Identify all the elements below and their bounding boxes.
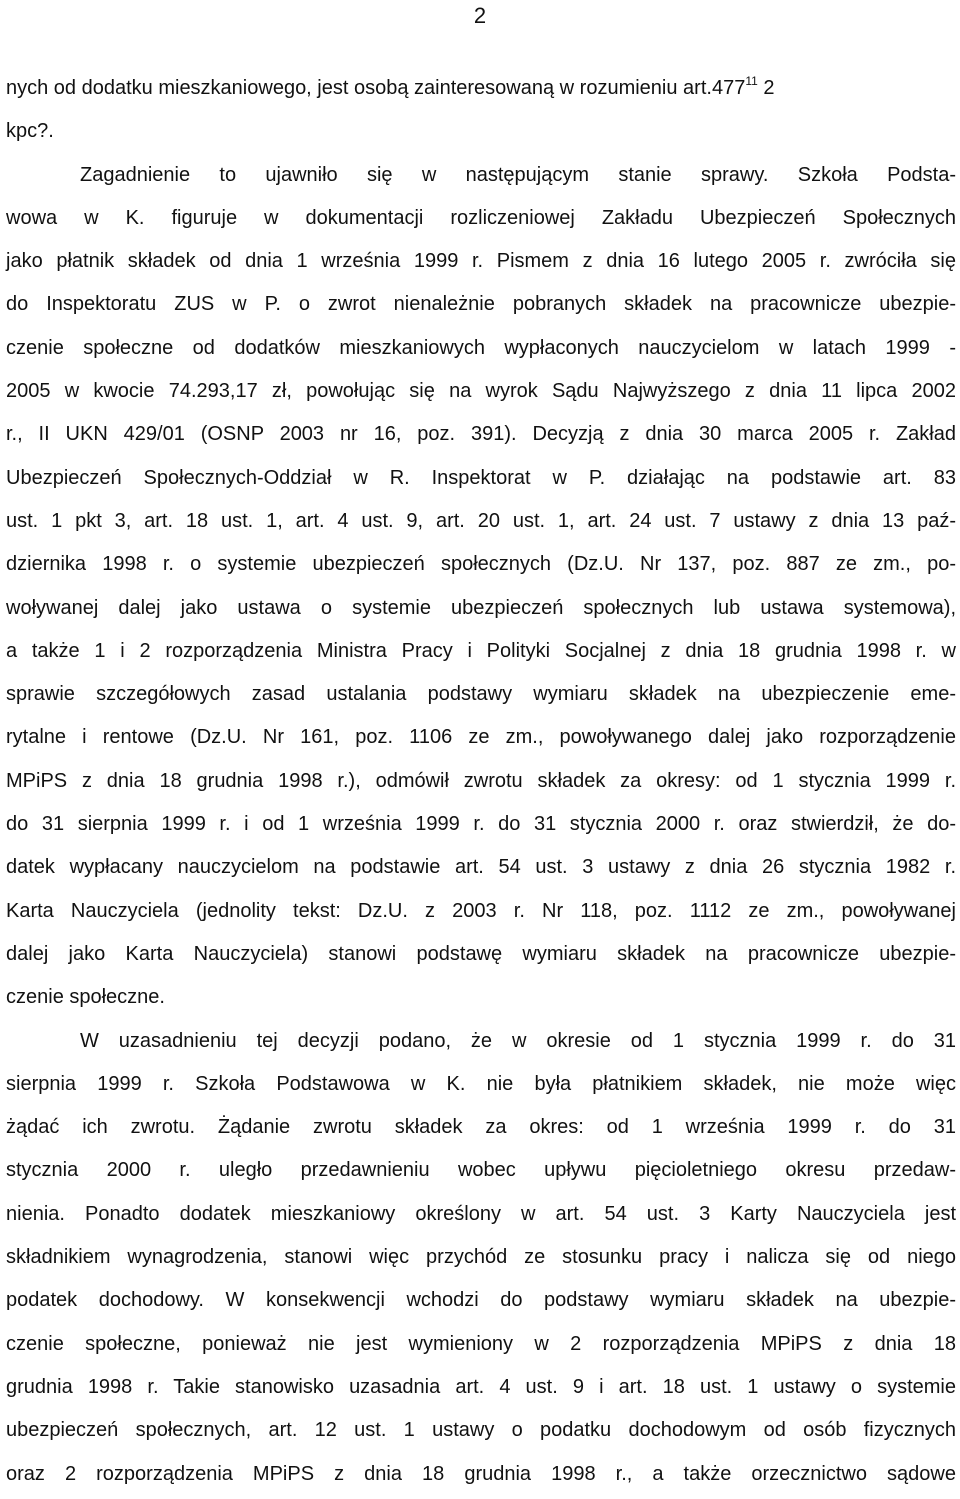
text-line-tail: 2 xyxy=(757,77,775,99)
text-line xyxy=(6,849,956,892)
text-line-content: stycznia 2000 r. uległo przedawnieniu wobec upływu pięcioletniego okresu przedaw- xyxy=(6,1159,956,1182)
text-line xyxy=(6,1023,956,1066)
text-line-content: W uzasadnieniu tej decyzji podano, że w okresie od 1 stycznia 1999 r. do 31 xyxy=(80,1029,956,1052)
text-line xyxy=(6,979,960,1022)
text-line-content: Zagadnienie to ujawniło się w następującym stanie sprawy. Szkoła Podsta- xyxy=(80,163,956,186)
text-line xyxy=(6,1369,956,1412)
text-line-content: woływanej dalej jako ustawa o systemie ubezpieczeń społecznych lub ustawa systemowa), xyxy=(6,596,956,619)
text-line-content: oraz 2 rozporządzenia MPiPS z dnia 18 grudnia 1998 r., a także orzecznictwo sądowe xyxy=(6,1462,956,1485)
text-line-content: dziernika 1998 r. o systemie ubezpieczeń społecznych (Dz.U. Nr 137, poz. 887 ze zm., po- xyxy=(6,553,956,576)
document-body xyxy=(6,70,960,1499)
text-line xyxy=(6,373,956,416)
text-line xyxy=(6,1282,956,1325)
text-line-content: rytalne i rentowe (Dz.U. Nr 161, poz. 1106 ze zm., powoływanego dalej jako rozporządzenie xyxy=(6,726,956,749)
text-line xyxy=(6,330,956,373)
text-line-content: podatek dochodowy. W konsekwencji wchodzi do podstawy wymiaru składek na ubezpie- xyxy=(6,1289,956,1312)
text-line xyxy=(6,590,956,633)
text-line-content: r., II UKN 429/01 (OSNP 2003 nr 16, poz. 391). Decyzją z dnia 30 marca 2005 r. Zakład xyxy=(6,423,956,446)
text-line xyxy=(6,286,956,329)
text-line-content: żądać ich zwrotu. Żądanie zwrotu składek za okres: od 1 września 1999 r. do 31 xyxy=(6,1116,956,1139)
text-line-content: Karta Nauczyciela (jednolity tekst: Dz.U. z 2003 r. Nr 118, poz. 1112 ze zm., powoływanej xyxy=(6,899,956,922)
text-line xyxy=(6,633,956,676)
text-line xyxy=(6,1109,956,1152)
text-line-content: do Inspektoratu ZUS w P. o zwrot nienależnie pobranych składek na pracownicze ubezpie- xyxy=(6,293,956,316)
text-line xyxy=(6,460,956,503)
text-line xyxy=(6,676,956,719)
text-line xyxy=(6,113,960,156)
text-line-content: nych od dodatku mieszkaniowego, jest osobą zainteresowaną w rozumieniu art.477 xyxy=(6,77,746,99)
text-line xyxy=(6,719,956,762)
text-line-content: kpc?. xyxy=(6,120,54,143)
text-line xyxy=(6,546,956,589)
text-line xyxy=(6,1152,956,1195)
text-line-content: Ubezpieczeń Społecznych-Oddział w R. Inspektorat w P. działając na podstawie art. 83 xyxy=(6,466,956,489)
text-line xyxy=(6,70,960,113)
text-line xyxy=(6,936,956,979)
text-line-content: jako płatnik składek od dnia 1 września 1999 r. Pismem z dnia 16 lutego 2005 r. zwróciła się xyxy=(6,250,956,273)
text-line xyxy=(6,1456,956,1499)
text-line-content: grudnia 1998 r. Takie stanowisko uzasadnia art. 4 ust. 9 i art. 18 ust. 1 ustawy o systemie xyxy=(6,1375,956,1398)
text-line xyxy=(6,243,956,286)
text-line xyxy=(6,200,956,243)
text-line-content: MPiPS z dnia 18 grudnia 1998 r.), odmówił zwrotu składek za okresy: od 1 stycznia 1999 r. xyxy=(6,769,956,792)
text-line xyxy=(6,1412,956,1455)
text-line-content: wowa w K. figuruje w dokumentacji rozliczeniowej Zakładu Ubezpieczeń Społecznych xyxy=(6,206,956,229)
text-line xyxy=(6,763,956,806)
text-line-content: 2005 w kwocie 74.293,17 zł, powołując się na wyrok Sądu Najwyższego z dnia 11 lipca 2002 xyxy=(6,380,956,403)
text-line-content: czenie społeczne, ponieważ nie jest wymieniony w 2 rozporządzenia MPiPS z dnia 18 xyxy=(6,1332,956,1355)
text-line-content: sierpnia 1999 r. Szkoła Podstawowa w K. nie była płatnikiem składek, nie może więc xyxy=(6,1072,956,1095)
superscript: 11 xyxy=(745,74,758,88)
page-number: 2 xyxy=(473,3,487,28)
text-line-content: ubezpieczeń społecznych, art. 12 ust. 1 ustawy o podatku dochodowym od osób fizycznych xyxy=(6,1419,956,1442)
text-line-content: nienia. Ponadto dodatek mieszkaniowy określony w art. 54 ust. 3 Karty Nauczyciela jest xyxy=(6,1202,956,1225)
text-line-content: do 31 sierpnia 1999 r. i od 1 września 1999 r. do 31 stycznia 2000 r. oraz stwierdził, że do- xyxy=(6,813,956,836)
text-line-content: a także 1 i 2 rozporządzenia Ministra Pracy i Polityki Socjalnej z dnia 18 grudnia 1998 r. w xyxy=(6,639,956,662)
text-line xyxy=(6,893,956,936)
text-line-content: dalej jako Karta Nauczyciela) stanowi podstawę wymiaru składek na pracownicze ubezpie- xyxy=(6,942,956,965)
text-line xyxy=(6,806,956,849)
text-line-content: składnikiem wynagrodzenia, stanowi więc przychód ze stosunku pracy i nalicza się od niego xyxy=(6,1246,956,1269)
text-line xyxy=(6,1196,956,1239)
text-line xyxy=(6,1066,956,1109)
text-line-content: datek wypłacany nauczycielom na podstawie art. 54 ust. 3 ustawy z dnia 26 stycznia 1982 r. xyxy=(6,856,956,879)
text-line xyxy=(6,1239,956,1282)
text-line-content: ust. 1 pkt 3, art. 18 ust. 1, art. 4 ust. 9, art. 20 ust. 1, art. 24 ust. 7 ustawy z dnia 13 paź- xyxy=(6,509,956,532)
text-line-content: czenie społeczne od dodatków mieszkaniowych wypłaconych nauczycielom w latach 1999 - xyxy=(6,336,956,359)
text-line-content: sprawie szczegółowych zasad ustalania podstawy wymiaru składek na ubezpieczenie eme- xyxy=(6,683,956,706)
text-line-content: czenie społeczne. xyxy=(6,986,165,1009)
text-line xyxy=(6,1326,956,1369)
text-line xyxy=(6,416,956,459)
text-line xyxy=(6,503,956,546)
text-line xyxy=(6,157,956,200)
